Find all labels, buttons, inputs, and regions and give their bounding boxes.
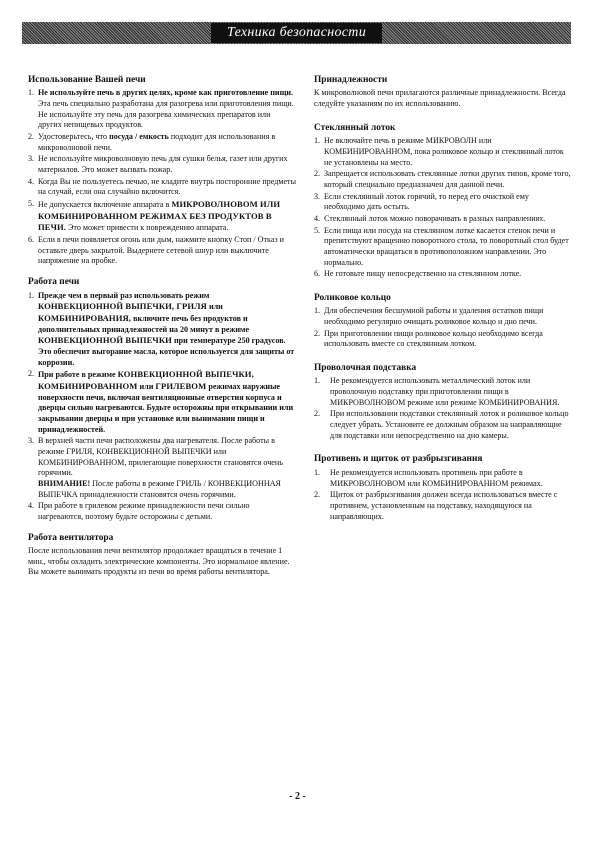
list-item: 2. При приготовлении пищи роликовое кольцо необходимо всегда использовать вместе со стеклянным лотком.: [314, 328, 543, 349]
list-item: 1. Не рекомендуется использовать противень при работе в МИКРОВОЛНОВОМ или КОМБИНИРОВАННОМ режимах.: [314, 467, 543, 488]
list-item: 1. Для обеспечения бесшумной работы и удаления остатков пищи необходимо регулярно очищать роликовое кольцо и дно печи.: [314, 306, 544, 326]
glass-tray-list: [314, 136, 571, 280]
paragraph: К микроволновой печи прилагаются различные принадлежности. Всегда следуйте указаниям по их использованию.: [314, 88, 566, 109]
section-heading: Стеклянный лоток: [314, 122, 396, 133]
list-item: 3. Если стеклянный лоток горячий, то перед его очисткой ему необходимо дать остыть.: [314, 191, 529, 212]
list-item: 2. Удостоверьтесь, что посуда / емкость подходит для использования в микроволновой печи.: [28, 132, 276, 152]
header-banner: [22, 22, 571, 44]
list-item: 5. Если пища или посуда на стеклянном лотке касается стенок печи и препятствуют вращению поворотного стола, то поворотный стол будет автоматически вращаться в противоположном направлении. Это нормально.: [314, 225, 569, 267]
section-heading: Принадлежности: [314, 75, 388, 85]
list-item: 1. Не используйте печь в других целях, кроме как приготовление пищи. Эта печь специально разработана для разогрева или приготовления пищи. Не используйте эту печь для разогрева химических препаратов или других непищевых продуктов.: [28, 88, 294, 130]
paragraph: После использования печи вентилятор продолжает вращаться в течение 1 мин., чтобы охладить электрические компоненты. Это нормальное явление. Вы можете вынимать продукты из печи во время работы вентилятора.: [28, 546, 290, 577]
page-number: - 2 -: [289, 791, 306, 802]
list-item: 3. Не используйте микроволновую печь для сушки белья, газет или других материалов. Это может вызвать пожар.: [28, 154, 288, 175]
section-oven-use: [28, 74, 296, 267]
section-roller-ring: [314, 292, 571, 350]
page-title: Техника безопасности: [211, 23, 382, 43]
wire-rack-list: [314, 376, 571, 441]
section-heading: Противень и щиток от разбрызгивания: [314, 454, 483, 465]
list-item: 2. Щиток от разбрызгивания должен всегда использоваться вместе с противнем, установленным на подставку, находящуюся на направляющих.: [314, 490, 558, 521]
right-column: [314, 74, 571, 534]
list-item: 5. Не допускается включение аппарата в МИКРОВОЛНОВОМ ИЛИ КОМБИНИРОВАННОМ РЕЖИМАХ БЕЗ ПРОДУКТОВ В ПЕЧИ. Это может привести к повреждению аппарата.: [28, 199, 281, 233]
section-heading: Работа вентилятора: [28, 532, 114, 543]
list-item: 4. Стеклянный лоток можно поворачивать в разных направлениях.: [314, 213, 546, 223]
section-wire-rack: [314, 362, 571, 441]
section-baking-pan: [314, 453, 571, 522]
section-heading: Использование Вашей печи: [28, 75, 146, 85]
left-column: [28, 74, 296, 587]
section-oven-work: [28, 276, 296, 523]
section-heading: Роликовое кольцо: [314, 292, 391, 303]
section-accessories: [314, 74, 571, 110]
section-fan: [28, 532, 296, 578]
list-item: 6. Не готовьте пищу непосредственно на стеклянном лотке.: [314, 269, 522, 279]
list-item: 1. Не рекомендуется использовать металлический лоток или проволочную подставку при приготовлении пищи в МИКРОВОЛНОВОМ режиме или режиме КОМБИНИРОВАНИЯ.: [314, 376, 560, 407]
baking-pan-list: [314, 468, 571, 522]
roller-ring-list: [314, 306, 571, 350]
list-item: 4. При работе в грилевом режиме принадлежности печи сильно нагреваются, поэтому будьте осторожны с детьми.: [28, 501, 250, 521]
section-glass-tray: [314, 122, 571, 280]
section-heading: Работа печи: [28, 277, 80, 288]
list-item: 4. Когда Вы не пользуетесь печью, не кладите внутрь посторонние предметы на случай, если она случайно включится.: [28, 176, 297, 197]
list-item: 2. Запрещается использовать стеклянные лотки других типов, кроме того, который специально предназначен для данной печи.: [314, 169, 571, 189]
section-heading: Проволочная подставка: [314, 362, 417, 373]
warning-label: ВНИМАНИЕ!: [38, 478, 91, 488]
oven-work-list: [28, 291, 296, 523]
list-item: 6. Если в печи появляется огонь или дым, нажмите кнопку Стоп / Отказ и оставьте дверь закрытой. Выдернете сетевой шнур или выключите напряжение на пробке.: [28, 235, 285, 266]
oven-use-list: [28, 88, 296, 267]
list-item: 2. При работе в режиме КОНВЕКЦИОННОЙ ВЫПЕЧКИ, КОМБИНИРОВАННОМ или ГРИЛЕВОМ режимах наружные поверхности печи, включая вентиляционные отверстия корпуса и дверцы сильно нагреваются. Будьте осторожны при открывании или закрывании дверцы и при установке или вынимании пищи и принадлежностей.: [28, 369, 294, 434]
list-item: 1. Не включайте печь в режиме МИКРОВОЛН или КОМБИНИРОВАННОМ, пока роликовое кольцо и стеклянный лоток не установлены на место.: [314, 136, 564, 167]
list-item: 2. При использовании подставки стеклянный лоток и роликовое кольцо следует убрать. Установите ее должным образом на направляющие для подставки или непосредственно на дно камеры.: [314, 409, 569, 440]
list-item: 1. Прежде чем в первый раз использовать режим КОНВЕКЦИОННОЙ ВЫПЕЧКИ, ГРИЛЯ или КОМБИНИРОВАНИЯ, включите печь без продуктов и дополнительных принадлежностей на 20 минут в режиме КОНВЕКЦИОННОЙ ВЫПЕЧКИ при температуре 250 градусов. Это обеспечит выгорание масла, которое используется для защиты от коррозии.: [28, 290, 295, 367]
list-item: 3. В верхней части печи расположены два нагревателя. После работы в режиме ГРИЛЯ, КОНВЕКЦИОННОЙ ВЫПЕЧКИ или КОМБИНИРОВАННОМ, прилегающие поверхности становятся очень горячими. ВНИМАНИЕ! После работы в режиме ГРИЛЬ / КОНВЕКЦИОННАЯ ВЫПЕЧКА принадлежности становятся очень горячими.: [28, 436, 283, 499]
